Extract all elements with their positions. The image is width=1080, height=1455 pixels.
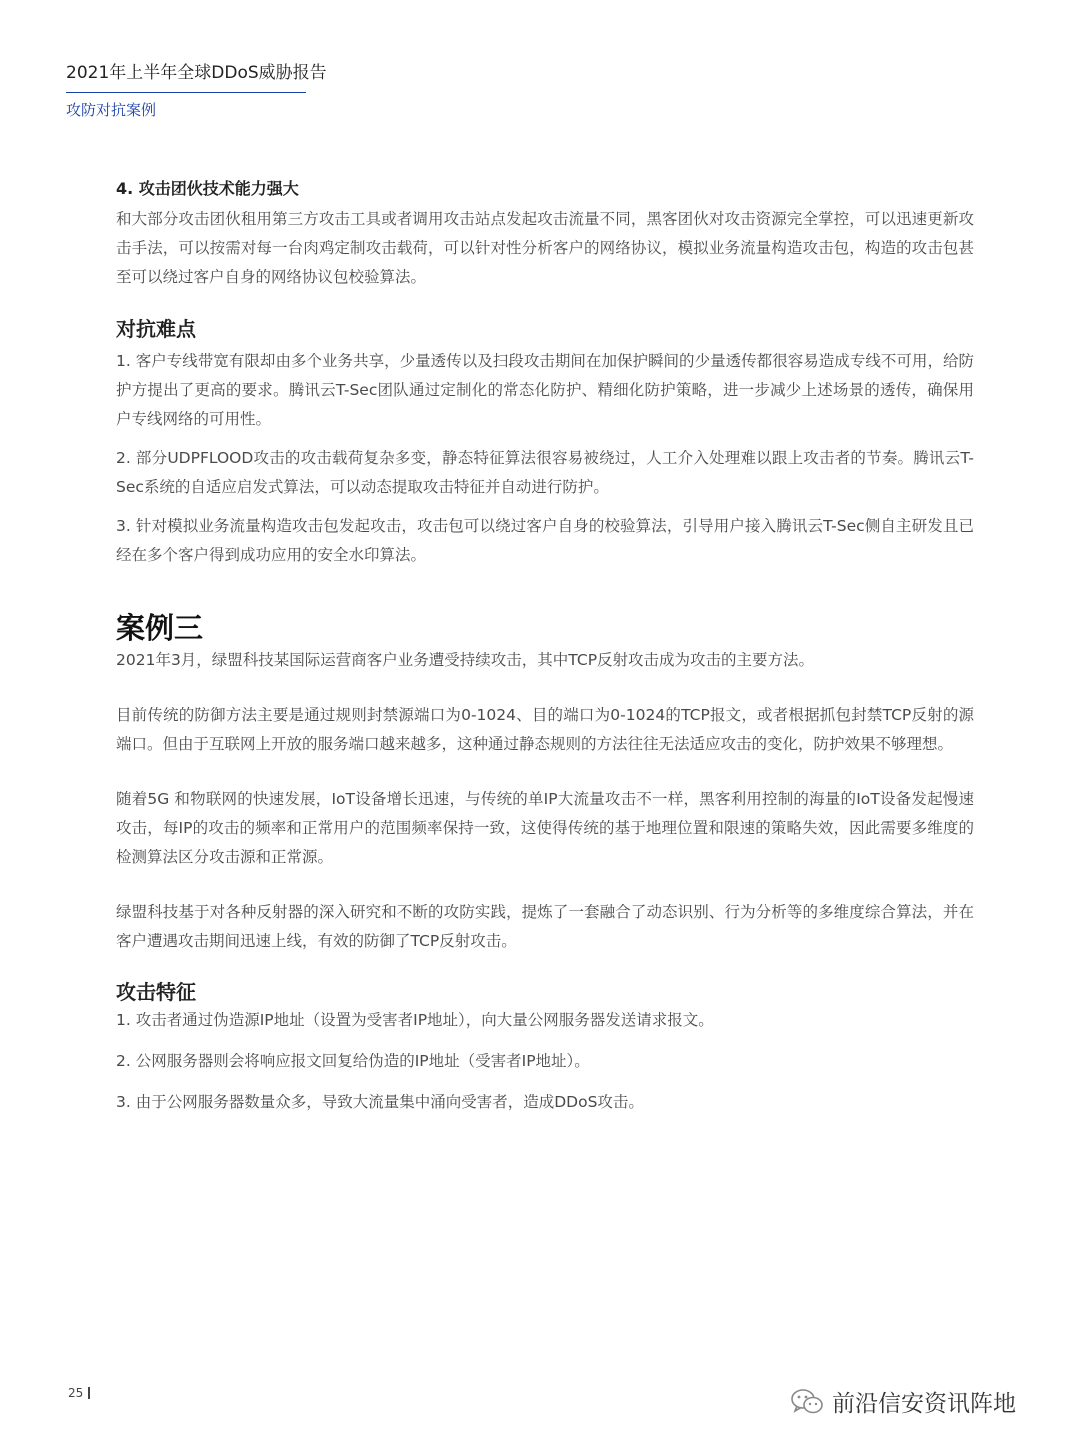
feature-item-3: 3. 由于公网服务器数量众多，导致大流量集中涌向受害者，造成DDoS攻击。	[116, 1093, 644, 1111]
difficulty-heading: 对抗难点	[116, 317, 196, 341]
watermark	[790, 1388, 1016, 1420]
tech-heading: 4. 攻击团伙技术能力强大	[116, 179, 299, 198]
header-divider	[66, 92, 306, 93]
case-paragraph-3: 随着5G 和物联网的快速发展，IoT设备增长迅速，与传统的单IP大流量攻击不一样，黑客利用控制的海量的IoT设备发起慢速攻击，每IP的攻击的频率和正常用户的范围频率保持一致，这使得传统的基于地理位置和限速的策略失效，因此需要多维度的检测算法区分攻击源和正常源。	[116, 790, 974, 866]
section-label: 攻防对抗案例	[66, 101, 157, 119]
case-heading: 案例三	[116, 611, 204, 645]
page-number-bar	[88, 1387, 90, 1399]
tech-paragraph: 和大部分攻击团伙租用第三方攻击工具或者调用攻击站点发起攻击流量不同，黑客团伙对攻击资源完全掌控，可以迅速更新攻击手法，可以按需对每一台肉鸡定制攻击载荷，可以针对性分析客户的网络协议，模拟业务流量构造攻击包，构造的攻击包甚至可以绕过客户自身的网络协议包校验算法。	[116, 210, 974, 286]
difficulty-item-3: 3. 针对模拟业务流量构造攻击包发起攻击，攻击包可以绕过客户自身的校验算法，引导用户接入腾讯云T-Sec侧自主研发且已经在多个客户得到成功应用的安全水印算法。	[116, 517, 974, 564]
feature-heading: 攻击特征	[116, 980, 196, 1004]
difficulty-item-2: 2. 部分UDPFLOOD攻击的攻击载荷复杂多变，静态特征算法很容易被绕过，人工介入处理难以跟上攻击者的节奏。腾讯云T-Sec系统的自适应启发式算法，可以动态提取攻击特征并自动进行防护。	[116, 449, 974, 496]
case-paragraph-4: 绿盟科技基于对各种反射器的深入研究和不断的攻防实践，提炼了一套融合了动态识别、行为分析等的多维度综合算法，并在客户遭遇攻击期间迅速上线，有效的防御了TCP反射攻击。	[116, 903, 974, 950]
report-title: 2021年上半年全球DDoS威胁报告	[66, 63, 327, 83]
wechat-icon	[790, 1388, 824, 1420]
page-header	[66, 62, 327, 120]
difficulty-item-1: 1. 客户专线带宽有限却由多个业务共享，少量透传以及扫段攻击期间在加保护瞬间的少量透传都很容易造成专线不可用，给防护方提出了更高的要求。腾讯云T-Sec团队通过定制化的常态化防护、精细化防护策略，进一步减少上述场景的透传，确保用户专线网络的可用性。	[116, 352, 974, 428]
page-number	[68, 1386, 90, 1400]
watermark-text: 前沿信安资讯阵地	[832, 1391, 1016, 1417]
feature-item-1: 1. 攻击者通过伪造源IP地址（设置为受害者IP地址），向大量公网服务器发送请求报文。	[116, 1011, 714, 1029]
main-content	[116, 178, 974, 1117]
case-paragraph-2: 目前传统的防御方法主要是通过规则封禁源端口为0-1024、目的端口为0-1024的TCP报文，或者根据抓包封禁TCP反射的源端口。但由于互联网上开放的服务端口越来越多，这种通过静态规则的方法往往无法适应攻击的变化，防护效果不够理想。	[116, 706, 974, 753]
feature-item-2: 2. 公网服务器则会将响应报文回复给伪造的IP地址（受害者IP地址）。	[116, 1052, 590, 1070]
case-paragraph-1: 2021年3月，绿盟科技某国际运营商客户业务遭受持续攻击，其中TCP反射攻击成为攻击的主要方法。	[116, 651, 815, 669]
page-number-text: 25	[68, 1386, 84, 1400]
